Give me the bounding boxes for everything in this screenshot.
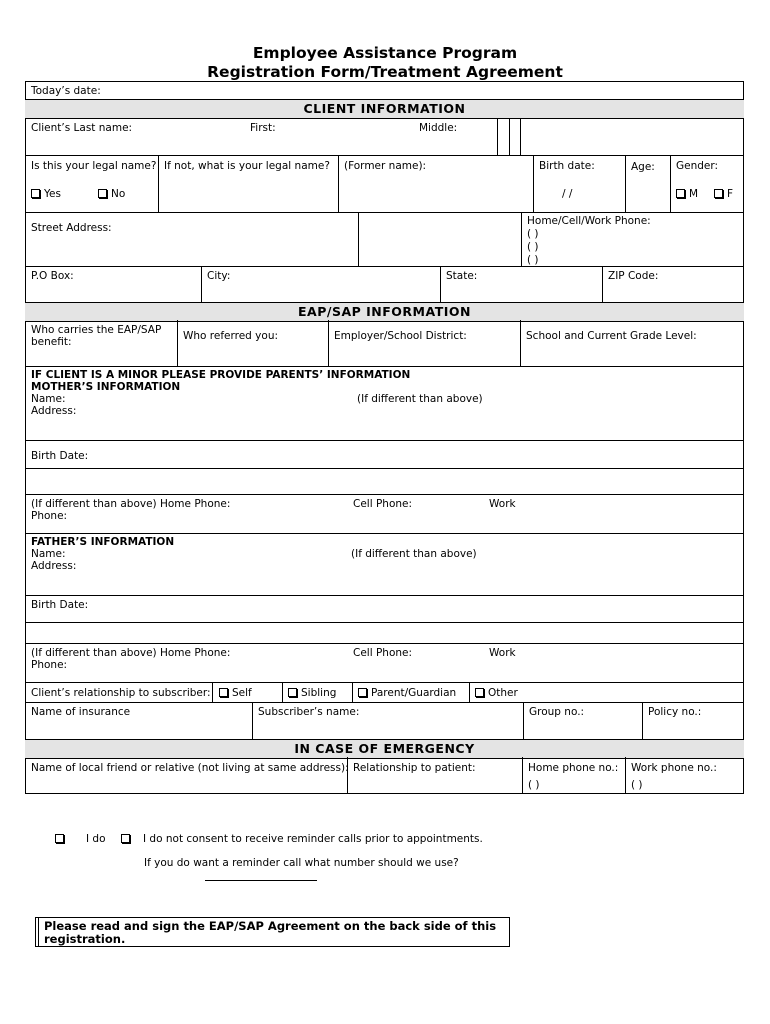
employer-label: Employer/School District: bbox=[334, 330, 467, 342]
gender-male-option[interactable]: M bbox=[676, 188, 698, 200]
emergency-home-phone-paren[interactable]: ( ) bbox=[528, 779, 540, 791]
consent-statement: I do not consent to receive reminder calls prior to appointments. bbox=[143, 833, 483, 845]
mother-birth-date-label: Birth Date: bbox=[31, 450, 89, 462]
eap-carrier-label-2: benefit: bbox=[31, 336, 72, 348]
checkbox-icon bbox=[98, 189, 107, 198]
gender-female-option[interactable]: F bbox=[714, 188, 733, 200]
checkbox-icon bbox=[31, 189, 40, 198]
relationship-label: Client’s relationship to subscriber: bbox=[31, 687, 211, 699]
relationship-to-patient-label: Relationship to patient: bbox=[353, 762, 476, 774]
group-no-label: Group no.: bbox=[529, 706, 585, 718]
eap-carrier-label-1: Who carries the EAP/SAP bbox=[31, 324, 162, 336]
todays-date-label: Today’s date: bbox=[31, 85, 101, 97]
father-phone-label: Phone: bbox=[31, 659, 68, 671]
checkbox-icon bbox=[288, 688, 297, 697]
first-name-label: First: bbox=[250, 122, 276, 134]
legal-yes-option[interactable]: Yes bbox=[31, 188, 61, 200]
legal-name-label: If not, what is your legal name? bbox=[164, 160, 330, 172]
work-phone-paren[interactable]: ( ) bbox=[527, 254, 539, 266]
consent-i-do-label: I do bbox=[86, 833, 106, 845]
name-field[interactable] bbox=[26, 118, 496, 155]
form-title-line2: Registration Form/Treatment Agreement bbox=[207, 63, 563, 81]
birth-date-slashes: / / bbox=[562, 188, 573, 200]
school-grade-label: School and Current Grade Level: bbox=[526, 330, 697, 342]
emergency-home-phone-label: Home phone no.: bbox=[528, 762, 619, 774]
po-box-label: P.O Box: bbox=[31, 270, 74, 282]
local-friend-label: Name of local friend or relative (not living at same address): bbox=[31, 762, 349, 774]
eap-info-header: EAP/SAP INFORMATION bbox=[25, 302, 744, 322]
city-label: City: bbox=[207, 270, 231, 282]
father-cell-phone-label: Cell Phone: bbox=[353, 647, 413, 659]
relationship-other-option[interactable]: Other bbox=[475, 687, 518, 699]
policy-no-label: Policy no.: bbox=[648, 706, 702, 718]
mother-cell-phone-label: Cell Phone: bbox=[353, 498, 413, 510]
father-address-label: Address: bbox=[31, 560, 77, 572]
agreement-notice-line1: Please read and sign the EAP/SAP Agreement on the back side of this bbox=[44, 919, 497, 933]
consent-no-checkbox[interactable] bbox=[121, 834, 130, 843]
minor-notice: IF CLIENT IS A MINOR PLEASE PROVIDE PARENTS’ INFORMATION bbox=[31, 369, 411, 381]
agreement-notice-line2: registration. bbox=[44, 932, 126, 946]
reminder-question: If you do want a reminder call what number should we use? bbox=[144, 857, 459, 869]
father-home-phone-label: (If different than above) Home Phone: bbox=[31, 647, 231, 659]
cell-phone-paren[interactable]: ( ) bbox=[527, 241, 539, 253]
insurance-name-label: Name of insurance bbox=[31, 706, 131, 718]
mother-address-label: Address: bbox=[31, 405, 77, 417]
father-work-label: Work bbox=[489, 647, 516, 659]
zip-label: ZIP Code: bbox=[608, 270, 659, 282]
subscriber-name-label: Subscriber’s name: bbox=[258, 706, 360, 718]
former-name-label: (Former name): bbox=[344, 160, 427, 172]
reminder-number-field[interactable] bbox=[205, 880, 317, 881]
mother-phone-label: Phone: bbox=[31, 510, 68, 522]
referred-label: Who referred you: bbox=[183, 330, 279, 342]
emergency-work-phone-paren[interactable]: ( ) bbox=[631, 779, 643, 791]
checkbox-icon bbox=[676, 189, 685, 198]
legal-no-option[interactable]: No bbox=[98, 188, 125, 200]
consent-yes-checkbox[interactable] bbox=[55, 834, 64, 843]
mother-work-label: Work bbox=[489, 498, 516, 510]
form-title-line1: Employee Assistance Program bbox=[252, 44, 518, 62]
mother-home-phone-label: (If different than above) Home Phone: bbox=[31, 498, 231, 510]
legal-name-question: Is this your legal name? bbox=[31, 160, 157, 172]
gender-label: Gender: bbox=[676, 160, 719, 172]
relationship-sibling-option[interactable]: Sibling bbox=[288, 687, 336, 699]
home-phone-paren[interactable]: ( ) bbox=[527, 228, 539, 240]
todays-date-field[interactable] bbox=[25, 82, 744, 99]
relationship-parent-option[interactable]: Parent/Guardian bbox=[358, 687, 456, 699]
checkbox-icon bbox=[475, 688, 484, 697]
father-birth-date-label: Birth Date: bbox=[31, 599, 89, 611]
birth-date-label: Birth date: bbox=[539, 160, 595, 172]
street-address-label: Street Address: bbox=[31, 222, 112, 234]
last-name-label: Client’s Last name: bbox=[31, 122, 133, 134]
mother-info-header: MOTHER’S INFORMATION bbox=[31, 381, 181, 393]
client-info-header: CLIENT INFORMATION bbox=[25, 99, 744, 119]
checkbox-icon bbox=[219, 688, 228, 697]
phone-label: Home/Cell/Work Phone: bbox=[527, 215, 651, 227]
emergency-work-phone-label: Work phone no.: bbox=[631, 762, 717, 774]
mother-if-different: (If different than above) bbox=[357, 393, 483, 405]
father-name-label: Name: bbox=[31, 548, 66, 560]
father-info-header: FATHER’S INFORMATION bbox=[31, 536, 175, 548]
relationship-self-option[interactable]: Self bbox=[219, 687, 252, 699]
checkbox-icon bbox=[714, 189, 723, 198]
checkbox-icon bbox=[358, 688, 367, 697]
emergency-header: IN CASE OF EMERGENCY bbox=[25, 739, 744, 759]
father-if-different: (If different than above) bbox=[351, 548, 477, 560]
middle-name-label: Middle: bbox=[419, 122, 458, 134]
mother-name-label: Name: bbox=[31, 393, 66, 405]
age-label: Age: bbox=[631, 161, 655, 173]
state-label: State: bbox=[446, 270, 478, 282]
